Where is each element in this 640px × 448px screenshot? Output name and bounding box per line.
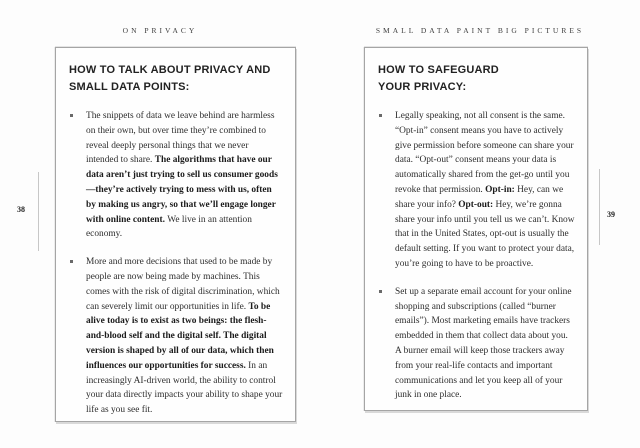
bullet-item	[69, 109, 283, 242]
left-bullet-list	[69, 109, 283, 418]
right-margin-rule	[599, 169, 600, 245]
right-heading	[378, 62, 575, 96]
bullet-square-icon	[379, 290, 382, 293]
left-heading-line1: HOW TO TALK ABOUT PRIVACY AND	[69, 64, 271, 76]
right-heading-line2: YOUR PRIVACY:	[378, 81, 467, 93]
right-heading-line1: HOW TO SAFEGUARD	[378, 64, 499, 76]
bullet-item	[378, 285, 575, 403]
bullet-item	[378, 109, 575, 272]
left-margin-rule	[38, 172, 39, 251]
left-page-number: 38	[17, 205, 25, 214]
right-page-number: 39	[607, 210, 615, 219]
bullet-text: Set up a separate email account for your online shopping and subscriptions (called “burner emails”). Most marketing emails have trackers embedded in them that collect data about you. A burner email will keep those trackers away from your real-life contacts and important communications and let you keep all of your junk in one place.	[395, 286, 572, 401]
bullet-square-icon	[70, 260, 73, 263]
bullet-square-icon	[70, 114, 73, 117]
bullet-item	[69, 255, 283, 418]
left-content-box	[55, 47, 296, 422]
bullet-text: More and more decisions that used to be made by people are now being made by machines. This comes with the risk of digital discrimination, which can severely limit our opportunities in life. To be alive today is to exist as two beings: the flesh-and-blood self and the digital self. The digital version is shaped by all of our data, which then influences our opportunities for success. In an increasingly AI-driven world, the ability to control your data directly impacts your ability to shape your life as you see fit.	[86, 257, 283, 416]
bullet-text: The snippets of data we leave behind are harmless on their own, but over time they’re combined to reveal deeply personal things that we never intended to share. The algorithms that have our data aren’t just trying to sell us consumer goods—they’re actively trying to mess with us, often by making us angry, so that we’ll engage longer with online content. We live in an attention economy.	[86, 111, 278, 240]
bullet-text: Legally speaking, not all consent is the same. “Opt-in” consent means you have to actively give permission before someone can share your data. “Opt-out” consent means your data is automatically shared from the get-go until you revoke that permission. Opt-in: Hey, can we share your info? Opt-out: Hey, we’re gonna share your info until you tell us we can’t. Know that in the United States, opt-out is usually the default setting. If you want to protect your data, you’re going to have to be proactive.	[395, 111, 575, 269]
left-heading	[69, 62, 283, 96]
right-content-box	[364, 47, 588, 411]
right-running-header: SMALL DATA PAINT BIG PICTURES	[375, 26, 585, 35]
left-running-header: ON PRIVACY	[122, 26, 198, 35]
right-bullet-list	[378, 109, 575, 403]
bullet-square-icon	[379, 114, 382, 117]
left-heading-line2: SMALL DATA POINTS:	[69, 81, 190, 93]
